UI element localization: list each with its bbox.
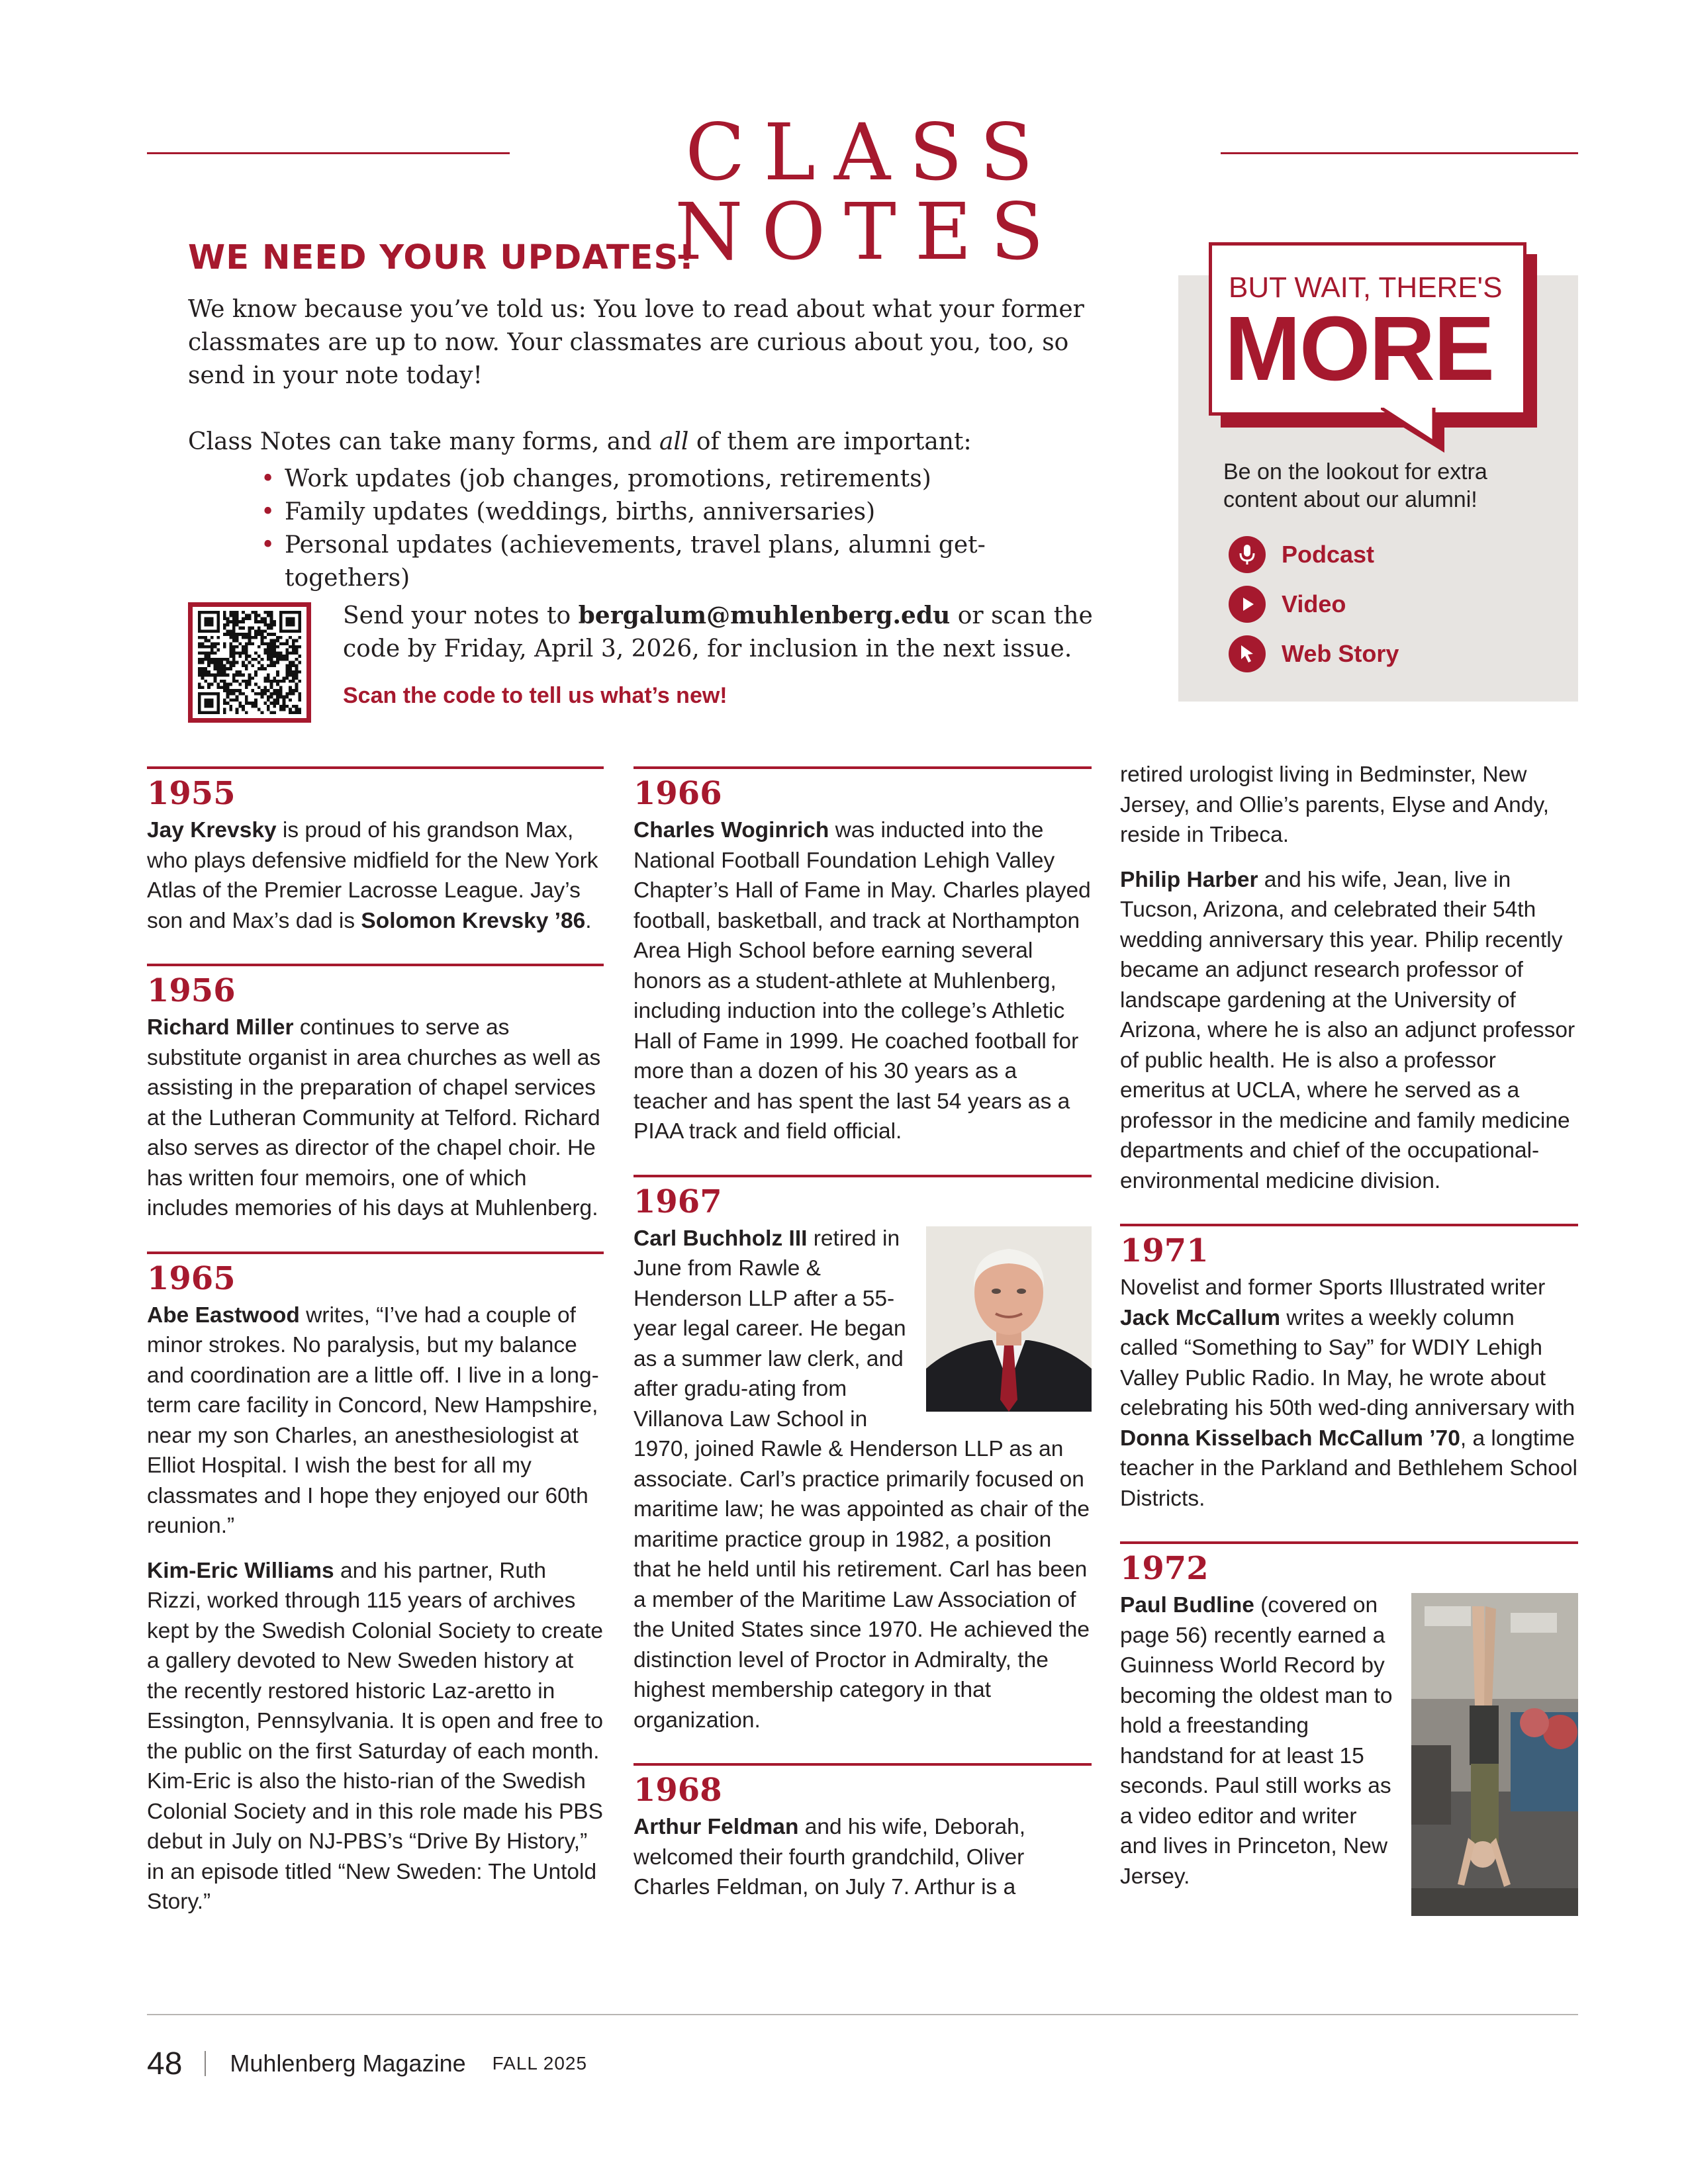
issue-season: FALL 2025 [492, 2053, 588, 2073]
note-text: . [585, 908, 592, 933]
year-heading: 1955 [147, 775, 236, 812]
note-text: was inducted into the National Football Foundation Lehigh Valley Chapter’s Hall of Fame in May. Charles played football, basketball, and track at Northampton Area High School before earning several honors as a student-athlete at Muhlenberg, including induction into the college’s Athletic Hall of Fame in 1999. He coached football for more than a dozen of his 30 years as a teacher and has spent the last 54 years as a PIAA track and field official. [633, 818, 1091, 1144]
web-story-link[interactable] [1229, 629, 1399, 678]
year-heading: 1968 [633, 1772, 722, 1809]
note-text: is proud of his grandson Max, who plays defensive midfield for the New York Atlas of the Premier Lacrosse League. Jay’s son and Max’s dad is [147, 818, 598, 933]
updates-forms [188, 426, 1102, 459]
note-text: retired urologist living in Bedminster, New Jersey, and Ollie’s parents, Elyse and Andy, reside in Tribeca. [1120, 762, 1550, 847]
note-body [147, 1300, 604, 1917]
header-rule-right [1221, 152, 1578, 154]
alumni-name: Philip Harber [1120, 867, 1258, 892]
class-note-1968 [633, 1763, 1092, 1903]
updates-list [261, 463, 1102, 595]
alumni-name: Paul Budline [1120, 1593, 1254, 1617]
more-links [1229, 529, 1399, 678]
alumni-name: Solomon Krevsky ’86 [361, 908, 586, 933]
more-speech-bubble [1209, 242, 1537, 454]
forms-post: of them are important: [688, 428, 972, 455]
alumni-name: Richard Miller [147, 1015, 294, 1040]
paul-budline-handstand-photo [1411, 1593, 1578, 1916]
footer-divider [205, 2051, 206, 2076]
class-note-1955 [147, 766, 604, 936]
magazine-name: Muhlenberg Magazine [230, 2050, 466, 2077]
forms-pre: Class Notes can take many forms, and [188, 428, 659, 455]
more-line1: BUT WAIT, THERE'S [1229, 271, 1503, 304]
alumni-name: Arthur Feldman [633, 1815, 799, 1839]
alumni-name: Carl Buchholz III [633, 1226, 808, 1251]
podcast-label: Podcast [1282, 540, 1375, 568]
note-body [1120, 760, 1578, 1196]
email-link[interactable]: bergalum@muhlenberg.edu [578, 602, 951, 629]
year-rule [147, 766, 604, 769]
class-note-1968-continued [1120, 760, 1578, 1196]
send-text [343, 599, 1137, 666]
send-post: or scan the code by Friday, April 3, 2026, for inclusion in the next issue. [343, 602, 1093, 662]
updates-heading: WE NEED YOUR UPDATES! [188, 238, 695, 277]
year-rule [633, 766, 1092, 769]
note-text: and his wife, Deborah, welcomed their fourth grandchild, Oliver Charles Feldman, on July 7. Arthur is a [633, 1815, 1026, 1899]
class-note-1965 [147, 1251, 604, 1917]
video-label: Video [1282, 590, 1346, 617]
video-link[interactable] [1229, 579, 1399, 629]
column-2 [633, 766, 1092, 1903]
podcast-link[interactable] [1229, 529, 1399, 579]
footer-rule [147, 2014, 1578, 2015]
play-icon [1229, 586, 1266, 623]
note-text: continues to serve as substitute organist in area churches as well as assisting in the preparation of chapel services at the Lutheran Community at Telford. Richard also serves as director of the chapel choir. He has written four memoirs, one of which includes memories of his days at Muhlenberg. [147, 1015, 601, 1220]
alumni-name: Donna Kisselbach McCallum ’70 [1120, 1426, 1460, 1451]
qr-code-graphic [197, 611, 303, 714]
cursor-icon [1229, 635, 1266, 672]
list-item: • Family updates (weddings, births, anniversaries) [261, 496, 1102, 529]
note-text: writes, “I’ve had a couple of minor strokes. No paralysis, but my balance and coordination are a little off. I live in a long-term care facility in Concord, New Hampshire, near my son Charles, an anesthesiologist at Elliot Hospital. I wish the best for all my classmates and I hope they enjoyed our 60th reunion.” [147, 1302, 599, 1538]
class-note-1966 [633, 766, 1092, 1147]
list-item: • Work updates (job changes, promotions, retirements) [261, 463, 1102, 496]
alumni-name: Jay Krevsky [147, 818, 277, 842]
microphone-icon [1229, 536, 1266, 573]
bubble-tail [1381, 408, 1454, 455]
year-heading: 1971 [1120, 1232, 1209, 1269]
header-rule-left [147, 152, 510, 154]
carl-buchholz-photo [926, 1226, 1092, 1412]
note-text: writes a weekly column called “Something to Say” for WDIY Lehigh Valley Public Radio. In May, he wrote about celebrating his 50th wed-ding anniversary with [1120, 1305, 1575, 1420]
year-heading: 1967 [633, 1183, 722, 1220]
class-note-1967 [633, 1175, 1092, 1736]
alumni-name: Kim-Eric Williams [147, 1558, 334, 1583]
note-body [1120, 1273, 1578, 1514]
note-text: (covered on page 56) recently earned a Guinness World Record by becoming the oldest man to hold a freestanding handstand for at least 15 seconds. Paul still works as a video editor and writer and lives in Princeton, New Jersey. [1120, 1593, 1393, 1889]
page-footer [147, 2044, 587, 2083]
more-description: Be on the lookout for extra content about our alumni! [1223, 459, 1487, 512]
page-number: 48 [147, 2046, 183, 2081]
note-body [633, 1224, 1092, 1736]
column-1 [147, 766, 604, 1917]
year-heading: 1956 [147, 972, 236, 1009]
year-rule [1120, 1224, 1578, 1226]
year-heading: 1966 [633, 775, 722, 812]
note-body [633, 815, 1092, 1147]
note-text: Novelist and former Sports Illustrated writer [1120, 1275, 1546, 1300]
year-heading: 1972 [1120, 1550, 1209, 1587]
note-body [1120, 1590, 1578, 1891]
note-text: and his partner, Ruth Rizzi, worked through 115 years of archives kept by the Swedish Colonial Society to create a gallery devoted to New Sweden history at the recently restored historic Laz-aretto in Essington, Pennsylvania. It is open and free to the public on the first Saturday of each month. Kim-Eric is also the histo-rian of the Swedish Colonial Society and in this role made his PBS debut in July on NJ-PBS’s “Drive By History,” in an episode titled “New Sweden: The Untold Story.” [147, 1558, 604, 1914]
year-rule [147, 964, 604, 966]
send-notes [343, 599, 1137, 709]
more-line2: MORE [1225, 298, 1493, 400]
year-heading: 1965 [147, 1259, 236, 1297]
alumni-name: Jack McCallum [1120, 1305, 1281, 1330]
class-note-1971 [1120, 1224, 1578, 1514]
web-story-label: Web Story [1282, 639, 1399, 667]
send-pre: Send your notes to [343, 602, 579, 629]
note-body [147, 815, 604, 936]
alumni-name: Charles Woginrich [633, 818, 829, 842]
page-title: CLASS NOTES [675, 107, 1062, 277]
qr-code[interactable] [188, 602, 311, 723]
year-rule [633, 1763, 1092, 1766]
note-text: , a longtime teacher in the Parkland and Bethlehem School Districts. [1120, 1426, 1577, 1511]
updates-intro: We know because you’ve told us: You love to read about what your former classmates are up to now. Your classmates are curious about you, too, so send in your note today! [188, 296, 1084, 389]
column-3 [1120, 760, 1578, 1916]
year-rule [147, 1251, 604, 1254]
updates-section [188, 238, 1102, 595]
scan-code-link[interactable]: Scan the code to tell us what’s new! [343, 683, 727, 708]
note-body [633, 1812, 1092, 1903]
forms-em: all [659, 428, 689, 455]
class-note-1956 [147, 964, 604, 1224]
note-text: and his wife, Jean, live in Tucson, Arizona, and celebrated their 54th wedding anniversary this year. Philip recently became an adjunct research professor of landscape gardening at the University of Arizona, where he is also an adjunct professor of public health. He is also a professor emeritus at UCLA, where he served as a professor in the medicine and family medicine departments and chief of the occupational-environmental medicine division. [1120, 867, 1575, 1193]
note-body [147, 1013, 604, 1224]
year-rule [633, 1175, 1092, 1177]
note-text: retired in June from Rawle & Henderson LLP after a 55-year legal career. He began as a summer law clerk, and after gradu-ating from Villanova Law School in 1970, joined Rawle & Henderson LLP as an associate. Carl’s practice primarily focused on maritime law; he was appointed as chair of the maritime practice group in 1982, a position that he held until his retirement. Carl has been a member of the Maritime Law Association of the United States since 1970. He achieved the distinction level of Proctor in Admiralty, the highest membership category in that organization. [633, 1226, 1090, 1733]
alumni-name: Abe Eastwood [147, 1302, 300, 1328]
class-note-1972 [1120, 1541, 1578, 1891]
list-item: • Personal updates (achievements, travel plans, alumni get-togethers) [261, 529, 1102, 595]
year-rule [1120, 1541, 1578, 1544]
